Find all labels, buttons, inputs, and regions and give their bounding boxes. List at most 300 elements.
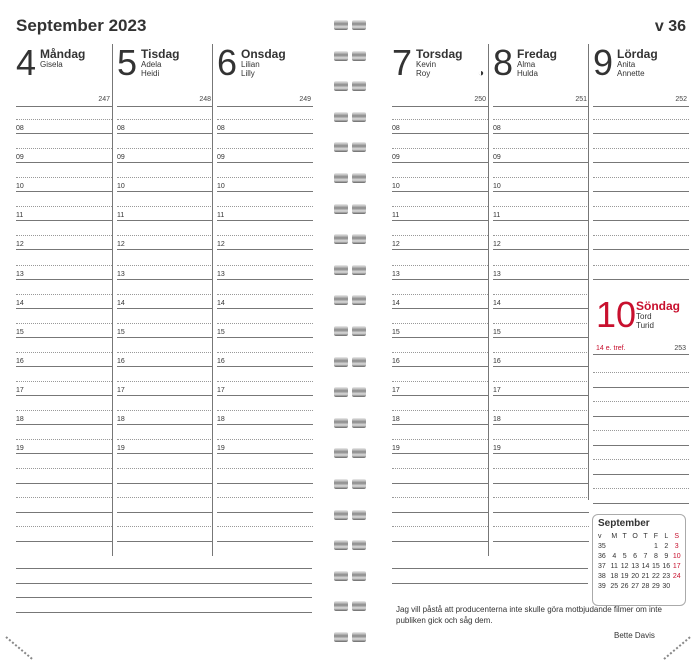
date-cell: 19: [620, 572, 629, 580]
ring-right: [352, 510, 366, 520]
day-date-number: 4: [16, 42, 37, 83]
hour-label: 09: [217, 154, 225, 162]
hour-line: [217, 162, 313, 163]
quote-text: Jag vill påstå att producenterna inte skulle göra motbjudande filmer om inte publiken gick och såg dem.: [396, 605, 662, 625]
spiral-ring: [334, 632, 366, 642]
half-hour-line: [593, 265, 689, 266]
half-hour-line: [217, 206, 313, 207]
ring-right: [352, 112, 366, 122]
spiral-ring: [334, 326, 366, 336]
writing-line: [16, 526, 112, 527]
ring-right: [352, 204, 366, 214]
writing-line: [493, 512, 589, 513]
writing-line: [16, 497, 112, 498]
writing-line: [16, 583, 312, 584]
hour-label: 17: [493, 386, 501, 394]
hour-line: [493, 366, 589, 367]
hour-line: [117, 424, 213, 425]
hour-line: [493, 220, 589, 221]
hour-line: [392, 337, 488, 338]
writing-line: [392, 483, 488, 484]
day-of-year: 252: [675, 96, 687, 103]
hour-label: 12: [117, 241, 125, 249]
hour-label: 12: [392, 241, 400, 249]
writing-line: [593, 430, 689, 431]
day-column: [388, 44, 488, 556]
writing-line: [217, 468, 313, 469]
date-cell: 12: [620, 562, 629, 570]
day-date-number: 9: [593, 42, 614, 83]
ring-right: [352, 20, 366, 30]
hour-label: 14: [117, 299, 125, 307]
date-cell: [609, 541, 619, 551]
ring-right: [352, 448, 366, 458]
ring-right: [352, 51, 366, 61]
writing-line: [16, 468, 112, 469]
hour-line: [392, 424, 488, 425]
date-cell: 17: [672, 562, 681, 570]
hour-label: 13: [16, 270, 24, 278]
half-hour-line: [493, 381, 589, 382]
half-hour-line: [16, 148, 112, 149]
half-hour-line: [493, 177, 589, 178]
half-hour-line: [392, 294, 488, 295]
half-hour-line: [16, 294, 112, 295]
half-hour-line: [217, 265, 313, 266]
hour-label: 10: [117, 183, 125, 191]
day-date-number: 6: [217, 42, 238, 83]
half-hour-line: [117, 294, 213, 295]
day-header: [217, 44, 316, 84]
hour-label: 08: [217, 125, 225, 132]
date-cell: 30: [662, 582, 671, 590]
day-column: [112, 44, 212, 556]
hour-line: [117, 133, 213, 134]
writing-line: [117, 497, 213, 498]
ring-left: [334, 357, 348, 367]
divider: [117, 106, 213, 107]
hour-line: [392, 453, 488, 454]
ring-left: [334, 112, 348, 122]
date-cell: 15: [652, 562, 660, 570]
mini-calendar-header-cell: T: [643, 532, 648, 540]
day-name: Torsdag: [416, 47, 463, 61]
day-date-number: 7: [392, 42, 413, 83]
hour-line: [117, 395, 213, 396]
date-cell: 29: [652, 582, 660, 590]
half-hour-line: [16, 265, 112, 266]
day-of-year: 250: [474, 96, 486, 103]
hour-line: [117, 191, 213, 192]
date-cell: 1: [653, 542, 658, 550]
name-day: Lilian: [241, 60, 260, 69]
name-day: Roy: [416, 69, 431, 78]
spiral-binding: [332, 0, 368, 664]
writing-line: [117, 526, 213, 527]
hour-label: 14: [392, 299, 400, 307]
day-date-number: 5: [117, 42, 138, 83]
hour-line: [16, 220, 112, 221]
hour-line: [217, 395, 313, 396]
writing-line: [593, 372, 689, 373]
hour-label: 19: [217, 445, 225, 453]
name-days: [241, 60, 260, 78]
ring-left: [334, 632, 348, 642]
half-hour-line: [392, 265, 488, 266]
hour-label: 14: [493, 299, 501, 307]
name-days: [141, 60, 161, 78]
mini-calendar-header-cell: F: [653, 532, 659, 540]
ring-right: [352, 173, 366, 183]
hour-line: [593, 162, 689, 163]
day-of-year: 248: [199, 96, 211, 103]
date-cell: 2: [664, 542, 669, 550]
half-hour-line: [117, 235, 213, 236]
ring-left: [334, 326, 348, 336]
writing-line: [392, 541, 488, 542]
half-hour-line: [16, 352, 112, 353]
writing-line: [493, 526, 589, 527]
half-hour-line: [16, 177, 112, 178]
hour-line: [493, 279, 589, 280]
hour-line: [217, 249, 313, 250]
ring-left: [334, 387, 348, 397]
week-number-cell: 38: [598, 572, 606, 580]
hour-label: 18: [16, 416, 24, 423]
hour-line: [217, 337, 313, 338]
hour-label: 18: [217, 416, 225, 423]
spiral-ring: [334, 173, 366, 183]
spiral-ring: [334, 51, 366, 61]
writing-line: [16, 483, 112, 484]
name-day: Tord: [636, 312, 652, 321]
date-cell: 8: [653, 552, 658, 560]
half-hour-line: [117, 265, 213, 266]
ring-right: [352, 479, 366, 489]
half-hour-line: [593, 235, 689, 236]
moon-phase-icon: ◑: [477, 68, 484, 79]
ring-right: [352, 387, 366, 397]
ring-right: [352, 265, 366, 275]
hour-line: [117, 249, 213, 250]
writing-line: [493, 541, 589, 542]
name-day: Turid: [636, 321, 654, 330]
writing-line: [593, 416, 689, 417]
left-page: [0, 0, 332, 664]
day-name: Tisdag: [141, 47, 180, 61]
ring-left: [334, 571, 348, 581]
hour-line: [493, 133, 589, 134]
half-hour-line: [593, 148, 689, 149]
hour-label: 16: [16, 357, 24, 365]
hour-label: 17: [16, 386, 24, 394]
day-column: [588, 44, 688, 500]
hour-label: 18: [493, 416, 501, 423]
half-hour-line: [392, 439, 488, 440]
half-hour-line: [117, 206, 213, 207]
hour-label: 08: [117, 125, 125, 132]
writing-line: [117, 512, 213, 513]
sunday-day-of-year: 253: [674, 345, 686, 352]
name-day: Heidi: [141, 69, 160, 78]
date-cell: 26: [620, 582, 629, 590]
mini-calendar-week-row: [596, 581, 682, 591]
hour-line: [593, 220, 689, 221]
hour-line: [16, 453, 112, 454]
day-column: [488, 44, 588, 556]
half-hour-line: [217, 235, 313, 236]
mini-calendar: [592, 514, 686, 606]
date-cell: 24: [672, 572, 681, 580]
mini-calendar-header-cell: v: [598, 532, 602, 540]
half-hour-line: [593, 177, 689, 178]
spiral-ring: [334, 295, 366, 305]
hour-line: [16, 308, 112, 309]
half-hour-line: [217, 381, 313, 382]
hour-label: 12: [217, 241, 225, 249]
name-days: [517, 60, 538, 78]
hour-label: 12: [16, 241, 24, 249]
divider: [493, 106, 589, 107]
divider: [593, 354, 689, 355]
hour-line: [593, 279, 689, 280]
date-cell: 9: [664, 552, 669, 560]
date-cell: 25: [610, 582, 619, 590]
writing-line: [593, 445, 689, 446]
hour-line: [217, 424, 313, 425]
hour-line: [16, 249, 112, 250]
name-day: Adela: [141, 60, 162, 69]
hour-line: [392, 249, 488, 250]
hour-line: [493, 249, 589, 250]
ring-right: [352, 540, 366, 550]
hour-label: 13: [217, 270, 225, 278]
half-hour-line: [493, 235, 589, 236]
ring-right: [352, 234, 366, 244]
hour-line: [16, 191, 112, 192]
date-cell: 3: [674, 542, 679, 550]
week-number-cell: 37: [598, 562, 606, 570]
mini-calendar-week-row: [596, 571, 682, 581]
half-hour-line: [392, 206, 488, 207]
date-cell: 27: [631, 582, 639, 590]
writing-line: [392, 497, 488, 498]
spiral-ring: [334, 540, 366, 550]
hour-label: 15: [493, 328, 501, 336]
hour-label: 11: [493, 212, 501, 220]
half-hour-line: [392, 381, 488, 382]
hour-label: 10: [217, 183, 225, 191]
ring-left: [334, 540, 348, 550]
date-cell: 5: [622, 552, 627, 560]
writing-line: [16, 568, 312, 569]
hour-label: 17: [217, 386, 225, 394]
day-header: [392, 44, 492, 84]
writing-line: [16, 597, 312, 598]
hour-label: 14: [217, 299, 225, 307]
hour-line: [117, 162, 213, 163]
writing-line: [493, 483, 589, 484]
hour-line: [392, 162, 488, 163]
writing-line: [16, 541, 112, 542]
writing-line: [392, 583, 588, 584]
name-days: [40, 60, 63, 69]
hour-line: [593, 133, 689, 134]
ring-left: [334, 448, 348, 458]
half-hour-line: [16, 439, 112, 440]
hour-line: [217, 366, 313, 367]
writing-line: [392, 468, 488, 469]
half-hour-line: [593, 206, 689, 207]
ring-right: [352, 81, 366, 91]
date-cell: [619, 541, 629, 551]
half-hour-line: [217, 323, 313, 324]
ring-right: [352, 326, 366, 336]
mini-calendar-header-cell: O: [632, 532, 638, 540]
week-number-cell: 35: [598, 542, 606, 550]
name-days: [617, 60, 645, 78]
name-day: Kevin: [416, 60, 437, 69]
half-hour-line: [117, 381, 213, 382]
hour-label: 08: [493, 125, 501, 132]
name-day: Gisela: [40, 60, 63, 69]
day-date-number: 8: [493, 42, 514, 83]
mini-calendar-header-row: [596, 531, 682, 541]
hour-label: 11: [117, 212, 125, 220]
half-hour-line: [117, 439, 213, 440]
date-cell: 6: [633, 552, 638, 560]
hour-line: [493, 424, 589, 425]
half-hour-line: [217, 410, 313, 411]
writing-line: [16, 612, 312, 613]
date-cell: 7: [643, 552, 648, 560]
hour-line: [217, 220, 313, 221]
hour-line: [392, 220, 488, 221]
sunday-note: 14 e. tref.: [596, 345, 626, 352]
ring-left: [334, 479, 348, 489]
day-header: [593, 44, 692, 84]
day-of-year: 247: [98, 96, 110, 103]
day-of-year: 249: [299, 96, 311, 103]
hour-label: 16: [117, 357, 125, 365]
ring-left: [334, 418, 348, 428]
sunday-date-number: 10: [596, 294, 637, 335]
ring-left: [334, 142, 348, 152]
writing-line: [217, 497, 313, 498]
day-name: Fredag: [517, 47, 558, 61]
hour-line: [392, 279, 488, 280]
hour-label: 19: [392, 445, 400, 453]
hour-label: 10: [493, 183, 501, 191]
half-hour-line: [16, 206, 112, 207]
hour-label: 16: [392, 357, 400, 365]
hour-line: [217, 453, 313, 454]
spiral-ring: [334, 571, 366, 581]
writing-line: [217, 541, 313, 542]
hour-label: 09: [392, 154, 400, 162]
ring-left: [334, 510, 348, 520]
half-hour-line: [117, 323, 213, 324]
ring-right: [352, 632, 366, 642]
hour-line: [117, 220, 213, 221]
hour-label: 13: [117, 270, 125, 278]
hour-label: 12: [493, 241, 501, 249]
hour-label: 15: [117, 328, 125, 336]
day-name: Lördag: [617, 47, 658, 61]
half-hour-line: [392, 323, 488, 324]
date-cell: 4: [612, 552, 617, 560]
half-hour-line: [16, 235, 112, 236]
hour-line: [117, 453, 213, 454]
date-cell: 21: [641, 572, 650, 580]
writing-line: [593, 401, 689, 402]
hour-line: [392, 133, 488, 134]
spiral-ring: [334, 510, 366, 520]
divider: [217, 106, 313, 107]
hour-label: 11: [392, 212, 400, 220]
hour-line: [493, 162, 589, 163]
ring-right: [352, 357, 366, 367]
day-of-year: 251: [575, 96, 587, 103]
ring-left: [334, 265, 348, 275]
spiral-ring: [334, 204, 366, 214]
hour-line: [493, 453, 589, 454]
hour-line: [493, 308, 589, 309]
writing-line: [16, 512, 112, 513]
half-hour-line: [117, 148, 213, 149]
writing-line: [217, 512, 313, 513]
date-cell: [640, 541, 650, 551]
date-cell: 23: [662, 572, 671, 580]
writing-line: [593, 387, 689, 388]
ring-right: [352, 418, 366, 428]
writing-line: [217, 483, 313, 484]
spiral-ring: [334, 81, 366, 91]
ring-left: [334, 20, 348, 30]
date-cell: 10: [672, 552, 681, 560]
ring-right: [352, 142, 366, 152]
spiral-ring: [334, 601, 366, 611]
name-day: Hulda: [517, 69, 538, 78]
day-header: [493, 44, 592, 84]
half-hour-line: [16, 410, 112, 411]
writing-line: [593, 488, 689, 489]
day-header: [16, 44, 116, 84]
hour-line: [593, 191, 689, 192]
half-hour-line: [493, 294, 589, 295]
day-header: [117, 44, 216, 84]
hour-label: 16: [217, 357, 225, 365]
half-hour-line: [16, 323, 112, 324]
name-day: Anita: [617, 60, 636, 69]
ring-left: [334, 234, 348, 244]
quote-author: Bette Davis: [614, 631, 655, 640]
hour-label: 19: [117, 445, 125, 453]
day-name: Onsdag: [241, 47, 286, 61]
date-cell: 28: [641, 582, 650, 590]
divider: [16, 106, 112, 107]
mini-calendar-week-row: [596, 541, 682, 551]
hour-label: 11: [16, 212, 24, 220]
spiral-ring: [334, 142, 366, 152]
date-cell: 20: [631, 572, 639, 580]
hour-label: 13: [493, 270, 501, 278]
ring-right: [352, 601, 366, 611]
hour-line: [217, 308, 313, 309]
ring-right: [352, 571, 366, 581]
hour-line: [16, 133, 112, 134]
half-hour-line: [593, 119, 689, 120]
